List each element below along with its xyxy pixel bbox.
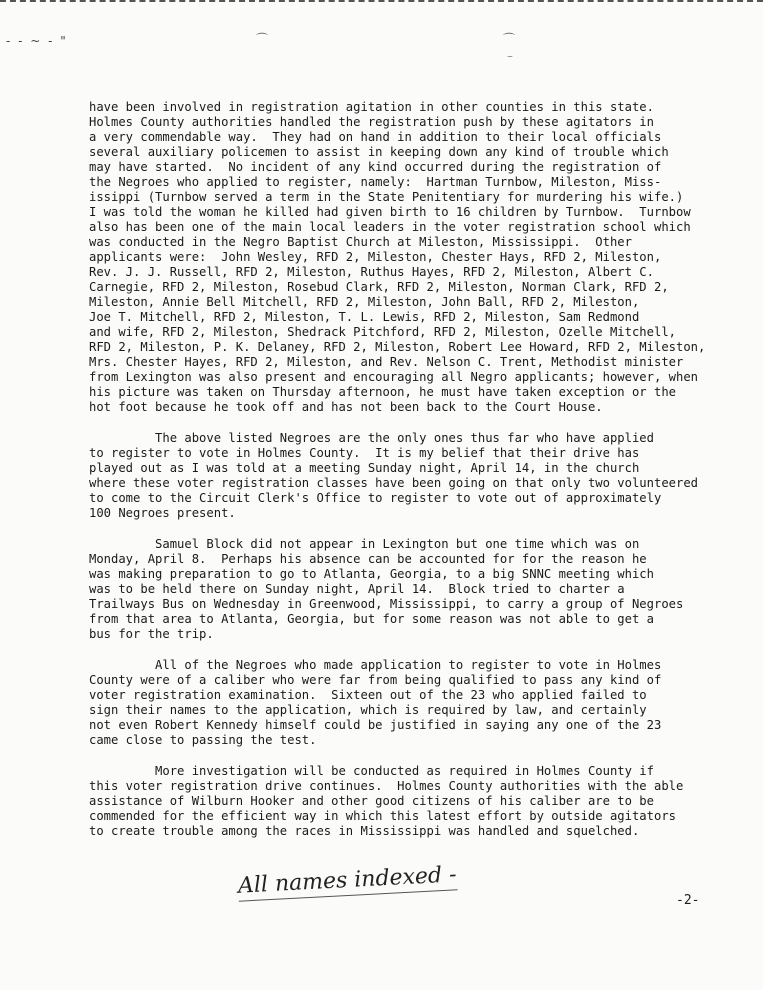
paragraph-samuel-block: Samuel Block did not appear in Lexington but one time which was on Monday, April 8. Perhaps his absence can be accounted for for the reason he was making preparation to go to Atlanta, Georgia, to a big SNNC meeting which was to be held there on Sunday night, April 14. Block tried to charter a Trailways Bus on Wednesday in Greenwood, Mississippi, to carry a group of Negroes from that area to Atlanta, Georgia, but for some reason was not able to get a bus for the trip.	[89, 537, 684, 641]
document-body	[89, 100, 729, 839]
paragraph-listed-negroes: The above listed Negroes are the only ones thus far who have applied to register to vote in Holmes County. It is my belief that their drive has played out as I was told at a meeting Sunday night, April 14, in the church where these voter registration classes have been going on that only two volunteered to come to the Circuit Clerk's Office to register to vote out of approximately 100 Negroes present.	[89, 431, 699, 520]
stray-mark-center-2: ⌒	[503, 32, 516, 46]
page-number: -2-	[676, 893, 700, 908]
stray-mark-center-3: ⌣	[507, 52, 513, 62]
paragraph-applicants: have been involved in registration agitation in other counties in this state. Holmes County authorities handled the registration push by these agitators in a very commendable way. They had on hand in addition to their local officials several auxiliary policemen to assist in keeping down any kind of trouble which may have started. No incident of any kind occurred during the registration of the Negroes who applied to register, namely: Hartman Turnbow, Mileston, Miss- issippi (Turnbow served a term in the State Penitentiary for murdering his wife.) I was told the woman he killed had given birth to 16 children by Turnbow. Turnbow also has been one of the main local leaders in the voter registration school which was conducted in the Negro Baptist Church at Mileston, Mississippi. Other applicants were: John Wesley, RFD 2, Mileston, Chester Hays, RFD 2, Mileston, Rev. J. J. Russell, RFD 2, Mileston, Ruthus Hayes, RFD 2, Mileston, Albert C. Carnegie, RFD 2, Mileston, Rosebud Clark, RFD 2, Mileston, Norman Clark, RFD 2, Mileston, Annie Bell Mitchell, RFD 2, Mileston, John Ball, RFD 2, Mileston, Joe T. Mitchell, RFD 2, Mileston, T. L. Lewis, RFD 2, Mileston, Sam Redmond and wife, RFD 2, Mileston, Shedrack Pitchford, RFD 2, Mileston, Ozelle Mitchell, RFD 2, Mileston, P. K. Delaney, RFD 2, Mileston, Robert Lee Howard, RFD 2, Mileston, Mrs. Chester Hayes, RFD 2, Mileston, and Rev. Nelson C. Trent, Methodist minister from Lexington was also present and encouraging all Negro applicants; however, when his picture was taken on Thursday afternoon, he must have taken exception or the hot foot because he took off and has not been back to the Court House.	[89, 100, 706, 414]
paragraph-investigation: More investigation will be conducted as required in Holmes County if this voter registration drive continues. Holmes County authorities with the able assistance of Wilburn Hooker and other good citizens of his caliber are to be commended for the efficient way in which this latest effort by outside agitators to create trouble among the races in Mississippi was handled and squelched.	[89, 764, 684, 838]
paragraph-qualification: All of the Negroes who made application to register to vote in Holmes County were of a caliber who were far from being qualified to pass any kind of voter registration examination. Sixteen out of the 23 who applied failed to sign their names to the application, which is required by law, and certainly not even Robert Kennedy himself could be justified in saying any one of the 23 came close to passing the test.	[89, 658, 662, 747]
stray-mark-left: - - ~ - "	[6, 34, 68, 48]
top-border-line	[0, 0, 763, 6]
stray-mark-center-1: ⌒	[256, 32, 269, 46]
handwritten-note: All names indexed -	[237, 862, 457, 901]
